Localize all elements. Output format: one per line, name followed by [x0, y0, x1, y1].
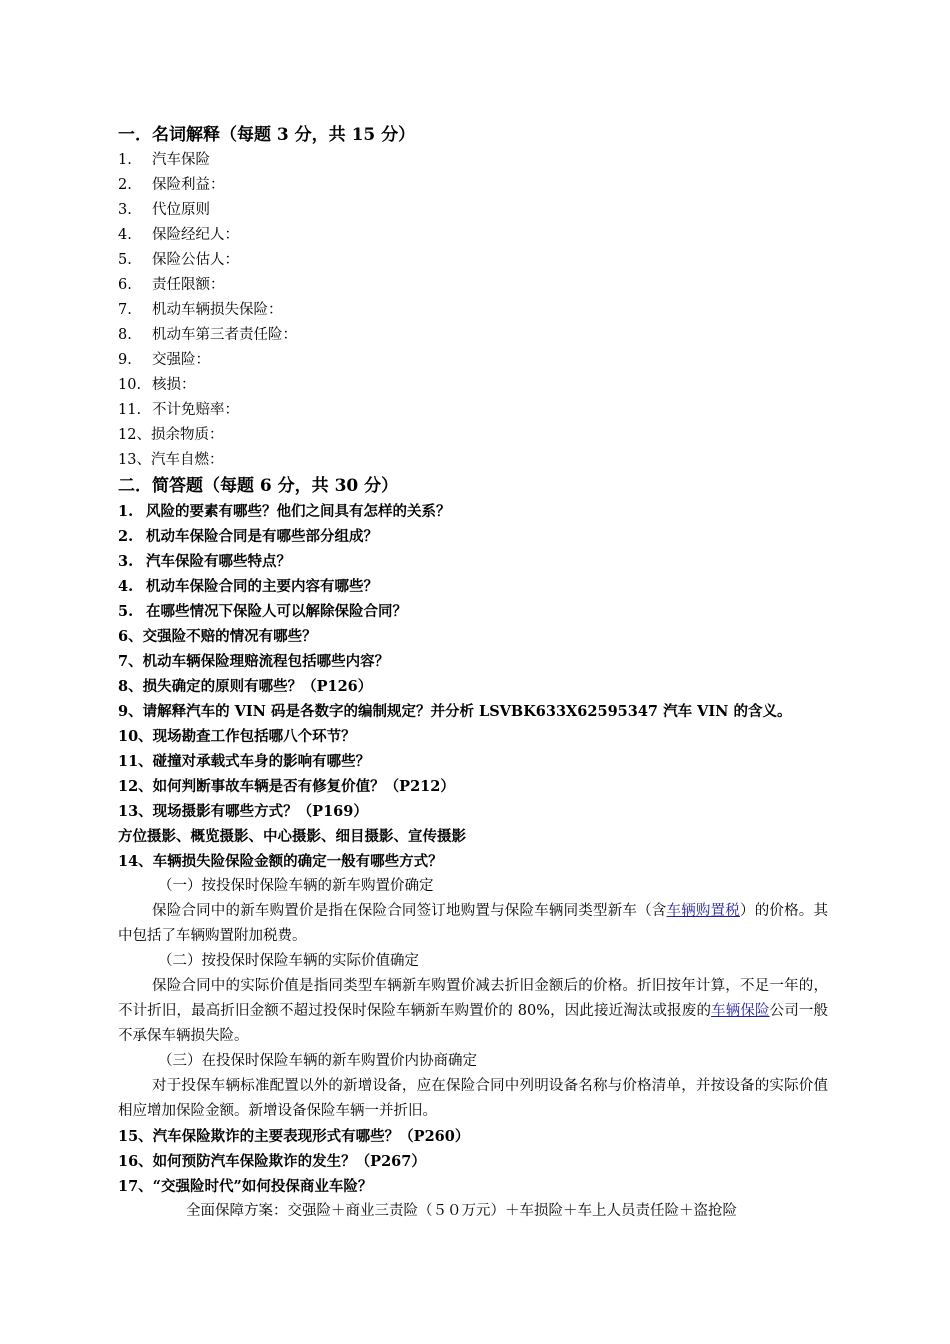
list-text: 风险的要素有哪些？他们之间具有怎样的关系？ — [146, 503, 451, 520]
list-number: 11. — [118, 402, 142, 418]
answer-14-part2-paragraph — [118, 974, 828, 1049]
list-number: 5. — [118, 603, 134, 620]
question-16: 16、如何预防汽车保险欺诈的发生？（P267） — [118, 1153, 426, 1170]
list-number: 4. — [118, 227, 132, 243]
list-text: 保险公估人： — [152, 252, 239, 268]
question-3 — [118, 549, 828, 574]
term-item-7 — [118, 298, 828, 323]
list-number: 8. — [118, 327, 132, 343]
question-7: 7、机动车辆保险理赔流程包括哪些内容？ — [118, 653, 390, 670]
term-item-11 — [118, 398, 828, 423]
list-text: 代位原则 — [152, 202, 210, 218]
answer-14-part2-text-after: 公司一般不承保车辆损失险。 — [118, 1003, 829, 1044]
list-text: 在哪些情况下保险人可以解除保险合同？ — [146, 603, 407, 620]
question-17: 17、“交强险时代”如何投保商业车险？ — [118, 1178, 373, 1195]
term-list — [118, 148, 828, 423]
term-item-13: 13、汽车自燃： — [118, 452, 224, 468]
answer-14-part2-title: （二）按投保时保险车辆的实际价值确定 — [158, 953, 419, 969]
answer-14-part2-text-before: 保险合同中的实际价值是指同类型车辆新车购置价减去折旧金额后的价格。折旧按年计算，不足一年的，不计折旧，最高折旧金额不超过投保时保险车辆新车购置价的 80%，因此接近淘汰或报废的 — [118, 978, 828, 1019]
term-item-10 — [118, 373, 828, 398]
list-number: 5. — [118, 252, 132, 268]
answer-14-part1-text-before: 保险合同中的新车购置价是指在保险合同签订地购置与保险车辆同类型新车（含 — [152, 903, 667, 919]
list-number: 1. — [118, 152, 132, 168]
term-item-8 — [118, 323, 828, 348]
vehicle-purchase-tax-link[interactable]: 车辆购置税 — [666, 903, 740, 919]
list-number: 3. — [118, 202, 132, 218]
term-item-2 — [118, 173, 828, 198]
question-14: 14、车辆损失险保险金额的确定一般有哪些方式？ — [118, 853, 443, 870]
question-12: 12、如何判断事故车辆是否有修复价值？（P212） — [118, 778, 455, 795]
question-6: 6、交强险不赔的情况有哪些？ — [118, 628, 317, 645]
vehicle-insurance-link[interactable]: 车辆保险 — [711, 1003, 770, 1019]
term-item-12: 12、损余物质： — [118, 427, 224, 443]
list-text: 汽车保险 — [152, 152, 210, 168]
question-9: 9、请解释汽车的 VIN 码是各数字的编制规定？并分析 LSVBK633X62595347 汽车 VIN 的含义。 — [118, 703, 792, 720]
list-text: 保险利益： — [152, 177, 225, 193]
list-text: 不计免赔率： — [152, 402, 239, 418]
list-text: 交强险： — [152, 352, 210, 368]
answer-14-part3-title: （三）在投保时保险车辆的新车购置价内协商确定 — [158, 1053, 477, 1069]
list-number: 10. — [118, 377, 142, 393]
answer-14-part1-paragraph — [118, 899, 828, 949]
list-number: 1. — [118, 503, 134, 520]
question-1 — [118, 499, 828, 524]
question-13-answer: 方位摄影、概览摄影、中心摄影、细目摄影、宣传摄影 — [118, 828, 466, 845]
answer-14-part3-paragraph: 对于投保车辆标准配置以外的新增设备，应在保险合同中列明设备名称与价格清单，并按设备的实际价值相应增加保险金额。新增设备保险车辆一并折旧。 — [118, 1078, 828, 1119]
question-11: 11、碰撞对承载式车身的影响有哪些？ — [118, 753, 371, 770]
list-text: 机动车辆损失保险： — [152, 302, 283, 318]
list-number: 7. — [118, 302, 132, 318]
question-4 — [118, 574, 828, 599]
list-text: 机动车保险合同的主要内容有哪些？ — [146, 578, 378, 595]
list-text: 责任限额： — [152, 277, 225, 293]
answer-14-part1-title: （一）按投保时保险车辆的新车购置价确定 — [158, 878, 434, 894]
document-page — [118, 122, 828, 1224]
term-item-6 — [118, 273, 828, 298]
question-15: 15、汽车保险欺诈的主要表现形式有哪些？（P260） — [118, 1128, 470, 1145]
list-number: 2. — [118, 528, 134, 545]
term-item-1 — [118, 148, 828, 173]
list-text: 保险经纪人： — [152, 227, 239, 243]
list-text: 核损： — [152, 377, 196, 393]
list-number: 9. — [118, 352, 132, 368]
list-number: 6. — [118, 277, 132, 293]
term-item-3 — [118, 198, 828, 223]
section2-heading: 二．简答题（每题 6 分，共 30 分） — [118, 476, 399, 496]
answer-14-part1-text-after: ）的价格。其中包括了车辆购置附加税费。 — [118, 903, 828, 944]
list-text: 汽车保险有哪些特点？ — [146, 553, 291, 570]
question-17-answer: 全面保障方案：交强险＋商业三责险（５０万元）＋车损险＋车上人员责任险＋盗抢险 — [186, 1203, 737, 1219]
list-number: 2. — [118, 177, 132, 193]
question-10: 10、现场勘查工作包括哪八个环节？ — [118, 728, 356, 745]
list-text: 机动车保险合同是有哪些部分组成？ — [146, 528, 378, 545]
list-number: 4. — [118, 578, 134, 595]
question-2 — [118, 524, 828, 549]
question-8: 8、损失确定的原则有哪些？（P126） — [118, 678, 373, 695]
section1-heading: 一．名词解释（每题 3 分，共 15 分） — [118, 125, 416, 145]
question-list — [118, 499, 828, 624]
question-5 — [118, 599, 828, 624]
term-item-5 — [118, 248, 828, 273]
term-item-9 — [118, 348, 828, 373]
term-item-4 — [118, 223, 828, 248]
list-text: 机动车第三者责任险： — [152, 327, 297, 343]
question-13: 13、现场摄影有哪些方式？（P169） — [118, 803, 368, 820]
list-number: 3. — [118, 553, 134, 570]
